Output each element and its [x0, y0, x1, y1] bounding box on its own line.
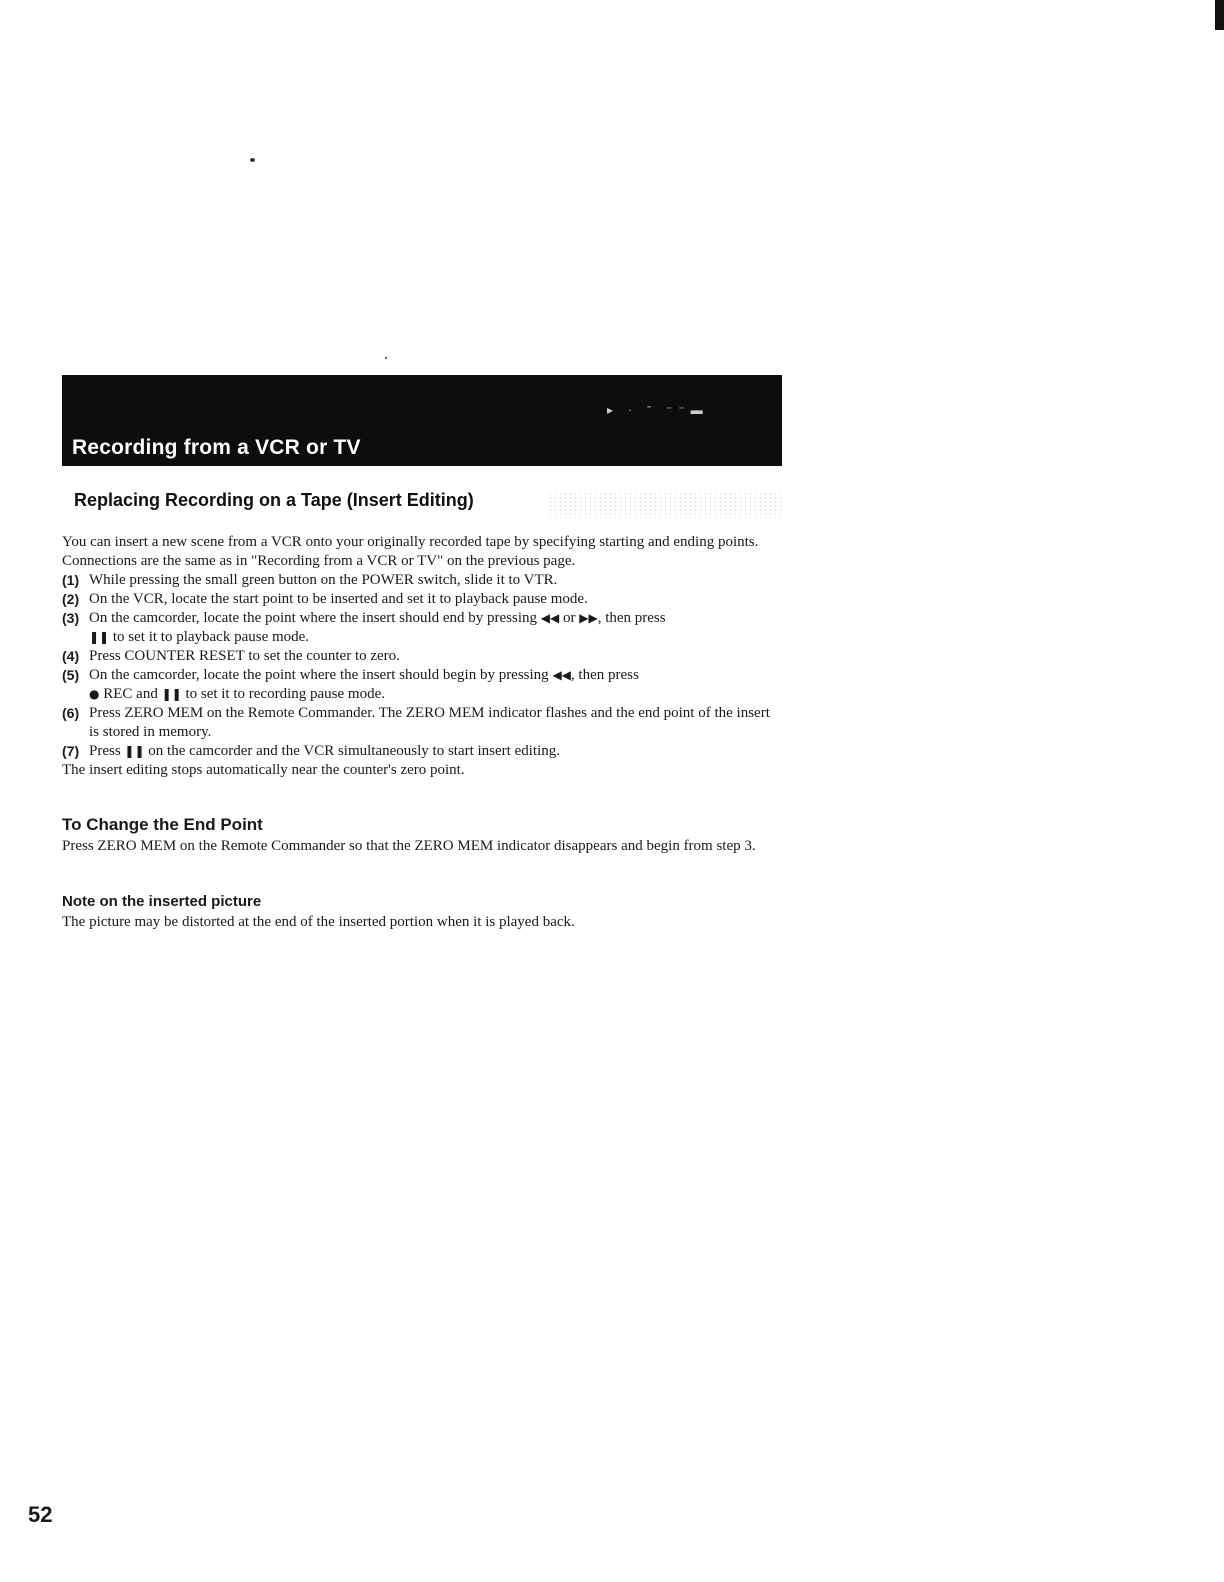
scan-speck	[385, 357, 387, 359]
change-end-point-text: Press ZERO MEM on the Remote Commander so that the ZERO MEM indicator disappears and begin from step 3.	[62, 838, 756, 854]
step-number: (7)	[62, 743, 80, 759]
step-number: (1)	[62, 572, 80, 588]
step-text: On the camcorder, locate the point where the insert should end by pressing	[89, 610, 541, 626]
chapter-banner	[62, 375, 782, 466]
step-number: (4)	[62, 648, 80, 664]
step-text: Press COUNTER RESET to set the counter to zero.	[89, 648, 400, 664]
step-4	[62, 647, 777, 666]
fast-forward-icon: ▶▶	[579, 611, 598, 625]
instructions-body	[62, 533, 777, 780]
step-text: While pressing the small green button on the POWER switch, slide it to VTR.	[89, 572, 558, 588]
step-number: (6)	[62, 705, 80, 721]
banner-scan-marks: ▸ · ˜ ⁻⁻▬	[607, 403, 709, 417]
pause-icon: ❚❚	[161, 687, 182, 701]
pause-icon: ❚❚	[89, 630, 110, 644]
scan-speck	[250, 158, 255, 162]
section-heading: Replacing Recording on a Tape (Insert Editing)	[74, 490, 474, 510]
step-1	[62, 571, 777, 590]
rewind-icon: ◀◀	[540, 611, 560, 625]
step-text: or	[559, 610, 580, 626]
rewind-icon: ◀◀	[552, 668, 571, 682]
step-6	[62, 704, 777, 742]
step-text: On the camcorder, locate the point where the insert should begin by pressing	[89, 667, 553, 683]
step-7	[62, 742, 777, 761]
connections-paragraph: Connections are the same as in "Recording from a VCR or TV" on the previous page.	[62, 553, 576, 569]
note-heading: Note on the inserted picture	[62, 893, 262, 910]
intro-paragraph: You can insert a new scene from a VCR onto your originally recorded tape by specifying starting and ending points.	[62, 534, 759, 550]
record-dot-icon: ●	[89, 687, 100, 701]
step-number: (2)	[62, 591, 80, 607]
step-text: Press	[89, 743, 125, 759]
step-text: , then press	[570, 667, 639, 683]
page-edge-mark	[1215, 0, 1224, 30]
step-text: on the camcorder and the VCR simultaneously to start insert editing.	[144, 743, 561, 759]
step-text: , then press	[597, 610, 666, 626]
step-text: REC and	[99, 686, 162, 702]
step-2	[62, 590, 777, 609]
chapter-title: Recording from a VCR or TV	[72, 436, 361, 459]
after-steps-paragraph: The insert editing stops automatically near the counter's zero point.	[62, 762, 465, 778]
step-number: (3)	[62, 610, 80, 626]
step-5	[62, 666, 777, 704]
step-text: Press ZERO MEM on the Remote Commander. The ZERO MEM indicator flashes and the end point of the insert is stored in memory.	[89, 705, 770, 740]
page-number: 52	[28, 1502, 53, 1527]
change-end-point-heading: To Change the End Point	[62, 815, 263, 834]
note-text: The picture may be distorted at the end of the inserted portion when it is played back.	[62, 914, 575, 930]
step-text: to set it to playback pause mode.	[109, 629, 310, 645]
pause-icon: ❚❚	[124, 744, 145, 758]
step-text: On the VCR, locate the start point to be inserted and set it to playback pause mode.	[89, 591, 588, 607]
step-number: (5)	[62, 667, 80, 683]
step-text: to set it to recording pause mode.	[181, 686, 385, 702]
step-3	[62, 609, 777, 647]
